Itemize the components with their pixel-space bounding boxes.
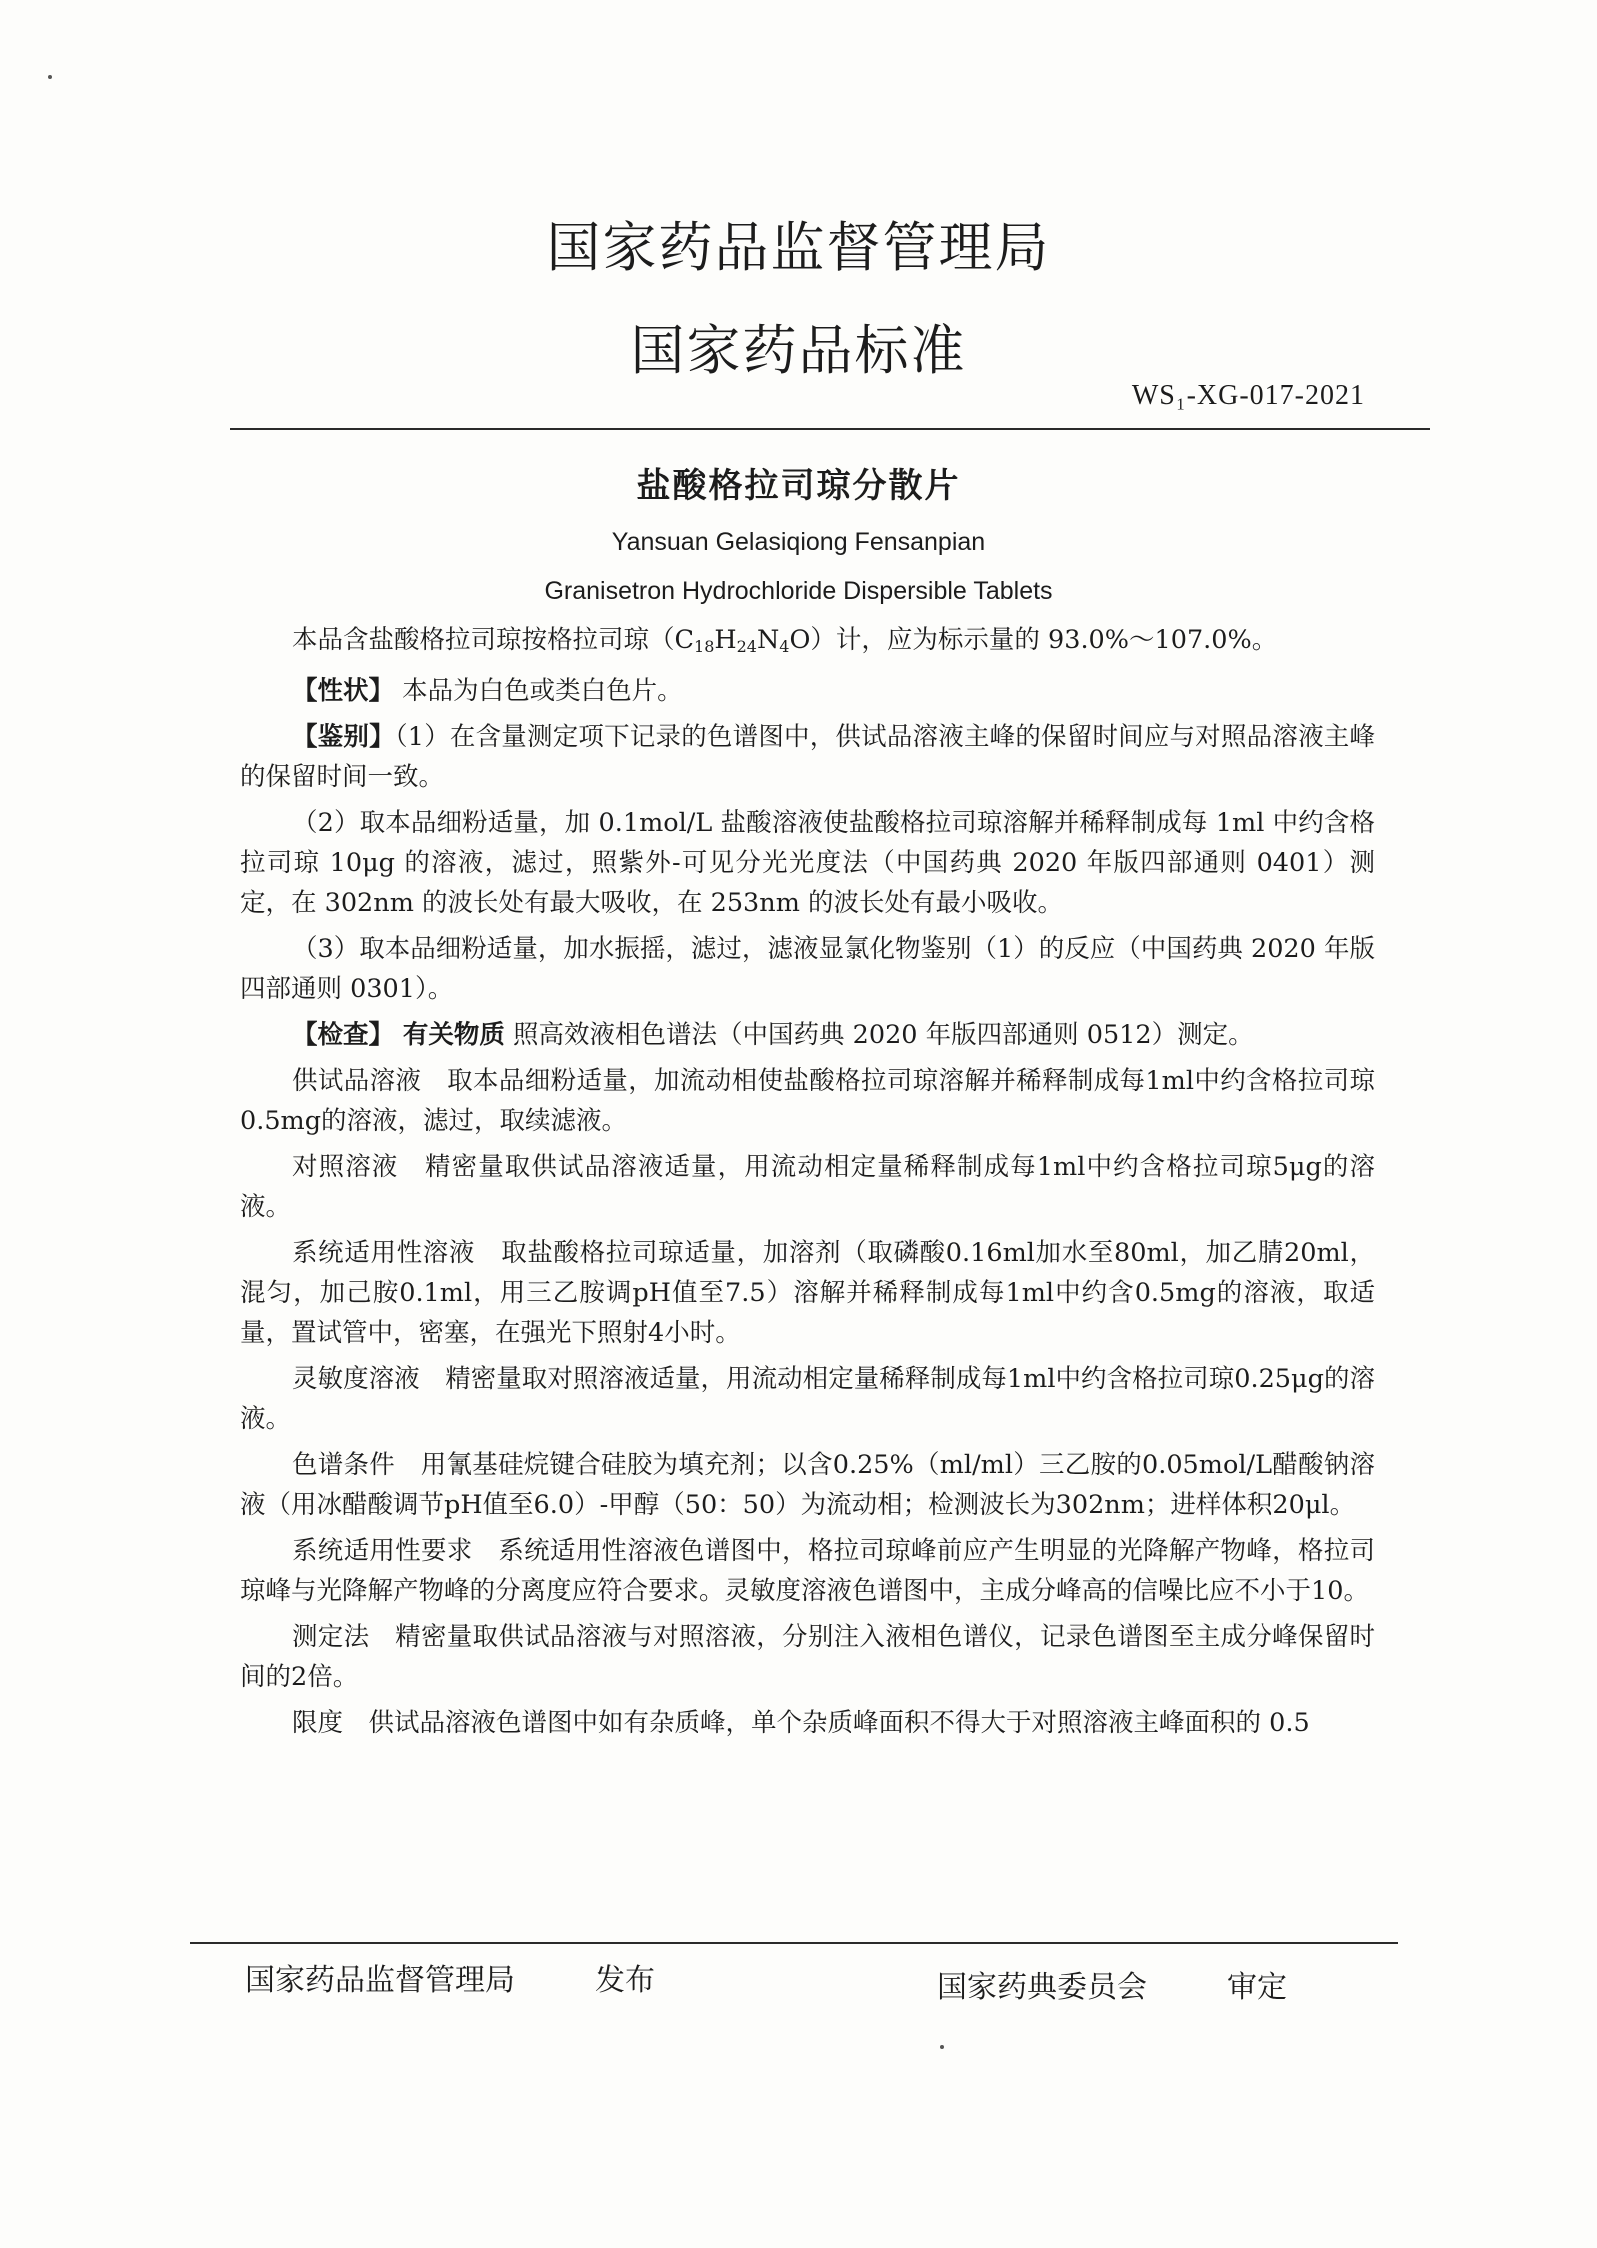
identification-3: （3）取本品细粉适量，加水振摇，滤过，滤液显氯化物鉴别（1）的反应（中国药典 2020 年版四部通则 0301）。 xyxy=(240,934,1375,1004)
scan-speck xyxy=(940,2045,944,2049)
standard-code: WS₁-XG-017-2021 xyxy=(1131,380,1365,411)
drug-name-cn: 盐酸格拉司琼分散片 xyxy=(636,466,961,506)
sensitivity-solution: 灵敏度溶液 精密量取对照溶液适量，用流动相定量稀释制成每1ml中约含格拉司琼0.25μg的溶液。 xyxy=(240,1364,1375,1434)
footer-divider xyxy=(190,1942,1398,1944)
system-suitability-requirements: 系统适用性要求 系统适用性溶液色谱图中，格拉司琼峰前应产生明显的光降解产物峰，格拉司琼峰与光降解产物峰的分离度应符合要求。灵敏度溶液色谱图中，主成分峰高的信噪比应不小于10。 xyxy=(240,1536,1375,1606)
identification-2: （2）取本品细粉适量，加 0.1mol/L 盐酸溶液使盐酸格拉司琼溶解并稀释制成每 1ml 中约含格拉司琼 10μg 的溶液，滤过，照紫外-可见分光光度法（中国药典 2020 年版四部通则 0401）测定，在 302nm 的波长处有最大吸收，在 253nm 的波长处有最小吸收。 xyxy=(240,808,1375,918)
header-divider xyxy=(230,428,1430,430)
footer-reviewer-action: 审定 xyxy=(1227,1970,1287,2005)
test-solution: 供试品溶液 取本品细粉适量，加流动相使盐酸格拉司琼溶解并稀释制成每1ml中约含格拉司琼0.5mg的溶液，滤过，取续滤液。 xyxy=(240,1066,1375,1136)
identification-label: 【鉴别】 xyxy=(292,722,395,752)
footer-reviewer-name: 国家药典委员会 xyxy=(937,1970,1147,2005)
scan-speck xyxy=(48,75,52,79)
identification-1: 【鉴别】（1）在含量测定项下记录的色谱图中，供试品溶液主峰的保留时间应与对照品溶液主峰的保留时间一致。 xyxy=(240,722,1375,792)
issuer-title: 国家药品监督管理局 xyxy=(546,216,1051,279)
drug-name-en: Granisetron Hydrochloride Dispersible Tablets xyxy=(544,577,1053,605)
drug-name-pinyin: Yansuan Gelasiqiong Fensanpian xyxy=(611,528,986,556)
footer-reviewer xyxy=(937,1962,1287,2006)
determination-method: 测定法 精密量取供试品溶液与对照溶液，分别注入液相色谱仪，记录色谱图至主成分峰保留时间的2倍。 xyxy=(240,1622,1375,1692)
footer-issuer-name: 国家药品监督管理局 xyxy=(245,1963,515,1998)
chromatographic-conditions: 色谱条件 用氰基硅烷键合硅胶为填充剂；以含0.25%（ml/ml）三乙胺的0.05mol/L醋酸钠溶液（用冰醋酸调节pH值至6.0）-甲醇（50：50）为流动相；检测波长为302nm；进样体积20μl。 xyxy=(240,1450,1375,1520)
description-paragraph: 【性状】 本品为白色或类白色片。 xyxy=(292,676,683,706)
limit: 限度 供试品溶液色谱图中如有杂质峰，单个杂质峰面积不得大于对照溶液主峰面积的 0.5 xyxy=(292,1708,1310,1738)
footer-issuer xyxy=(245,1955,655,1999)
monograph-body xyxy=(240,620,1375,1749)
description-label: 【性状】 xyxy=(292,676,395,706)
footer-issuer-action: 发布 xyxy=(595,1963,655,1998)
check-paragraph: 【检查】 有关物质 照高效液相色谱法（中国药典 2020 年版四部通则 0512）测定。 xyxy=(292,1020,1254,1050)
content-paragraph: 本品含盐酸格拉司琼按格拉司琼$(C_{18}H_{24}N_4O)$计，应为标示量的 93.0%～107.0%。 xyxy=(292,625,1278,656)
system-suitability-solution: 系统适用性溶液 取盐酸格拉司琼适量，加溶剂（取磷酸0.16ml加水至80ml，加乙腈20ml，混匀，加己胺0.1ml，用三乙胺调pH值至7.5）溶解并稀释制成每1ml中约含0.5mg的溶液，取适量，置试管中，密塞，在强光下照射4小时。 xyxy=(240,1238,1375,1348)
standard-title: 国家药品标准 xyxy=(630,319,967,382)
check-label: 【检查】 xyxy=(292,1020,395,1050)
reference-solution: 对照溶液 精密量取供试品溶液适量，用流动相定量稀释制成每1ml中约含格拉司琼5μg的溶液。 xyxy=(240,1152,1375,1222)
